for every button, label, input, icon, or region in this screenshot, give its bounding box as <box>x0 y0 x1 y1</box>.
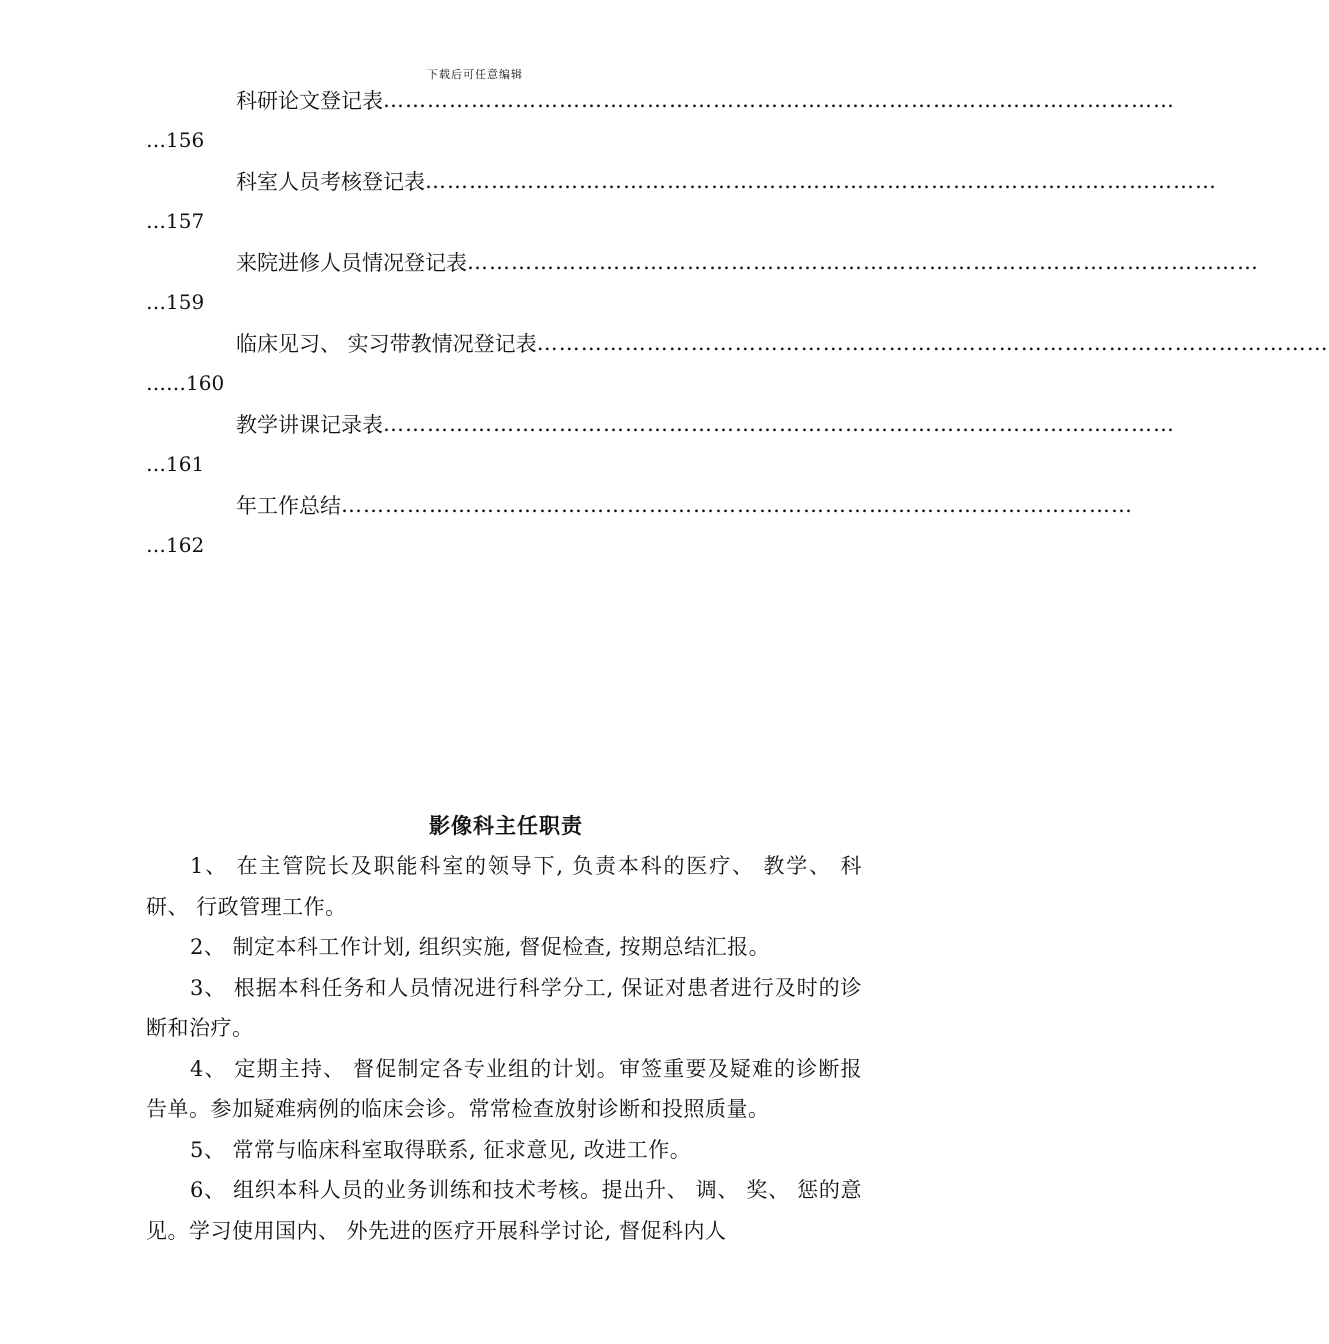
toc-entry-title: 科室人员考核登记表 <box>236 170 425 194</box>
toc-dot-leader: ……………………………………………………………………………………………… <box>467 250 1259 274</box>
toc-entry <box>146 82 1175 163</box>
toc-entry <box>146 163 1217 244</box>
toc-entry-page: …162 <box>146 533 205 557</box>
toc-dot-leader: ……………………………………………………………………………………………… <box>383 412 1175 436</box>
toc-dot-leader: ……………………………………………………………………………………………… <box>383 88 1175 112</box>
toc-entry-title: 年工作总结 <box>236 494 341 518</box>
toc-entry-page: …156 <box>146 128 205 152</box>
header-note: 下载后可任意编辑 <box>427 68 523 81</box>
table-of-contents <box>146 82 1329 568</box>
duty-paragraph: 3、 根据本科任务和人员情况进行科学分工, 保证对患者进行及时的诊断和治疗。 <box>146 975 862 1040</box>
toc-dot-leader: ……………………………………………………………………………………………… <box>425 169 1217 193</box>
toc-entry-page: …157 <box>146 209 205 233</box>
toc-entry <box>146 244 1259 325</box>
duty-paragraph: 6、 组织本科人员的业务训练和技术考核。提出升、 调、 奖、 惩的意见。学习使用国内、 外先进的医疗开展科学讨论, 督促科内人 <box>146 1178 862 1243</box>
toc-entry-title: 临床见习、 实习带教情况登记表 <box>236 332 537 356</box>
toc-entry <box>146 325 1329 406</box>
toc-entry-page: …159 <box>146 290 205 314</box>
toc-entry-page: ……160 <box>146 371 225 395</box>
toc-entry <box>146 487 1133 568</box>
toc-dot-leader: ……………………………………………………………………………………………… <box>536 331 1329 355</box>
duty-paragraph: 2、 制定本科工作计划, 组织实施, 督促检查, 按期总结汇报。 <box>190 935 771 959</box>
duty-paragraph: 4、 定期主持、 督促制定各专业组的计划。审签重要及疑难的诊断报告单。参加疑难病例的临床会诊。常常检查放射诊断和投照质量。 <box>146 1056 862 1121</box>
toc-entry-page: …161 <box>146 452 205 476</box>
toc-entry-title: 来院进修人员情况登记表 <box>236 251 467 275</box>
section-title-text: 影像科主任职责 <box>429 813 583 838</box>
duty-paragraph: 1、 在主管院长及职能科室的领导下, 负责本科的医疗、 教学、 科研、 行政管理工作。 <box>146 854 862 919</box>
toc-entry-title: 科研论文登记表 <box>236 89 383 113</box>
section-body <box>146 846 862 1251</box>
section-title <box>146 810 1006 840</box>
toc-entry-title: 教学讲课记录表 <box>236 413 383 437</box>
toc-entry <box>146 406 1175 487</box>
toc-dot-leader: ……………………………………………………………………………………………… <box>341 493 1133 517</box>
duty-paragraph: 5、 常常与临床科室取得联系, 征求意见, 改进工作。 <box>190 1137 692 1162</box>
